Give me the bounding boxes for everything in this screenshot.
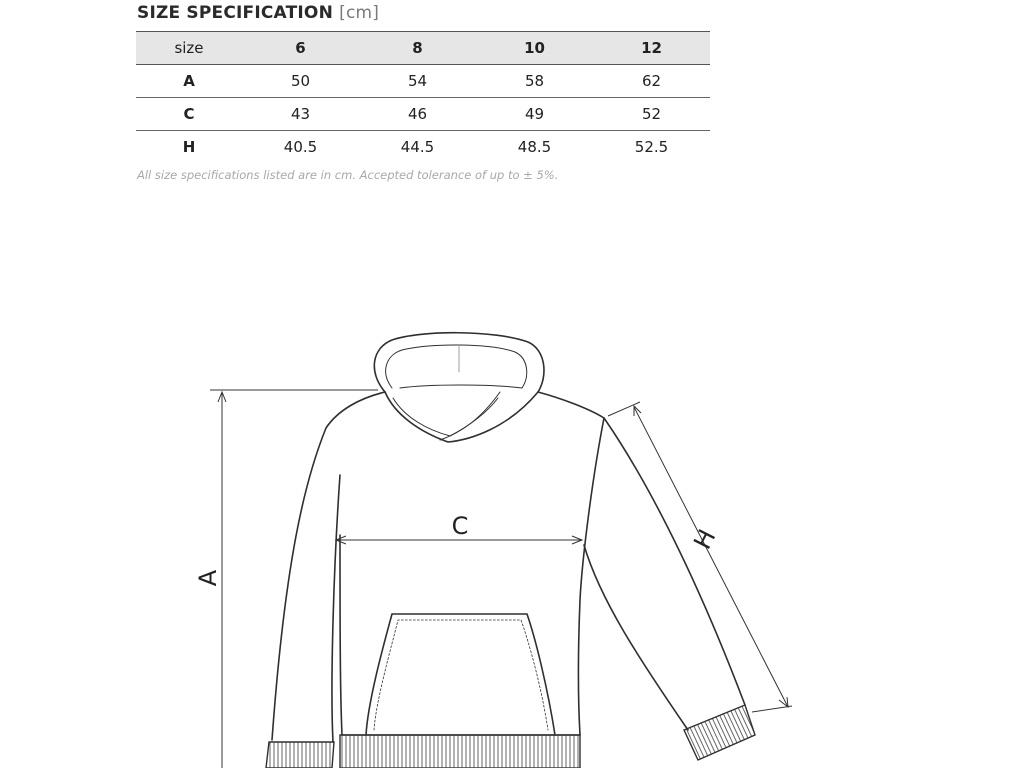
- dimension-lines: [210, 390, 792, 768]
- table-cell: 44.5: [400, 138, 435, 156]
- table-cell: 48.5: [517, 138, 552, 156]
- left-sleeve-inner: [332, 475, 340, 742]
- row-label: H: [182, 138, 196, 156]
- dimension-label-c: C: [451, 512, 469, 540]
- table-cell: 50: [242, 65, 359, 98]
- right-sleeve-inner: [584, 545, 688, 730]
- table-cell: 52: [593, 98, 710, 131]
- table-cell: 52.5: [634, 138, 669, 156]
- title-text: SIZE SPECIFICATION: [137, 3, 333, 23]
- row-label: C: [136, 98, 242, 131]
- header-cell-size: size: [136, 32, 242, 65]
- header-cell-10: 10: [476, 32, 593, 65]
- table-cell: 46: [359, 98, 476, 131]
- hood-crossover: [385, 392, 538, 442]
- header-cell-12: 12: [593, 32, 710, 65]
- hood-inner: [386, 345, 527, 388]
- table-cell: 43: [242, 98, 359, 131]
- table-cell: 58: [476, 65, 593, 98]
- body-left-side: [340, 535, 342, 735]
- table-cell: 49: [476, 98, 593, 131]
- row-label: A: [136, 65, 242, 98]
- ribbing: [266, 705, 755, 768]
- unit-text: [cm]: [339, 3, 380, 23]
- header-cell-8: 8: [359, 32, 476, 65]
- table-cell: 62: [593, 65, 710, 98]
- tolerance-note: All size specifications listed are in cm. Accepted tolerance of up to ± 5%.: [137, 168, 559, 182]
- dimension-label-h: H: [688, 524, 722, 554]
- body-left-shoulder: [272, 392, 385, 740]
- header-cell-6: 6: [242, 32, 359, 65]
- table-cell: 54: [359, 65, 476, 98]
- body-right-side: [579, 418, 605, 735]
- table-cell: 40.5: [283, 138, 318, 156]
- kangaroo-pocket: [366, 614, 555, 735]
- dimension-label-a: A: [194, 569, 222, 587]
